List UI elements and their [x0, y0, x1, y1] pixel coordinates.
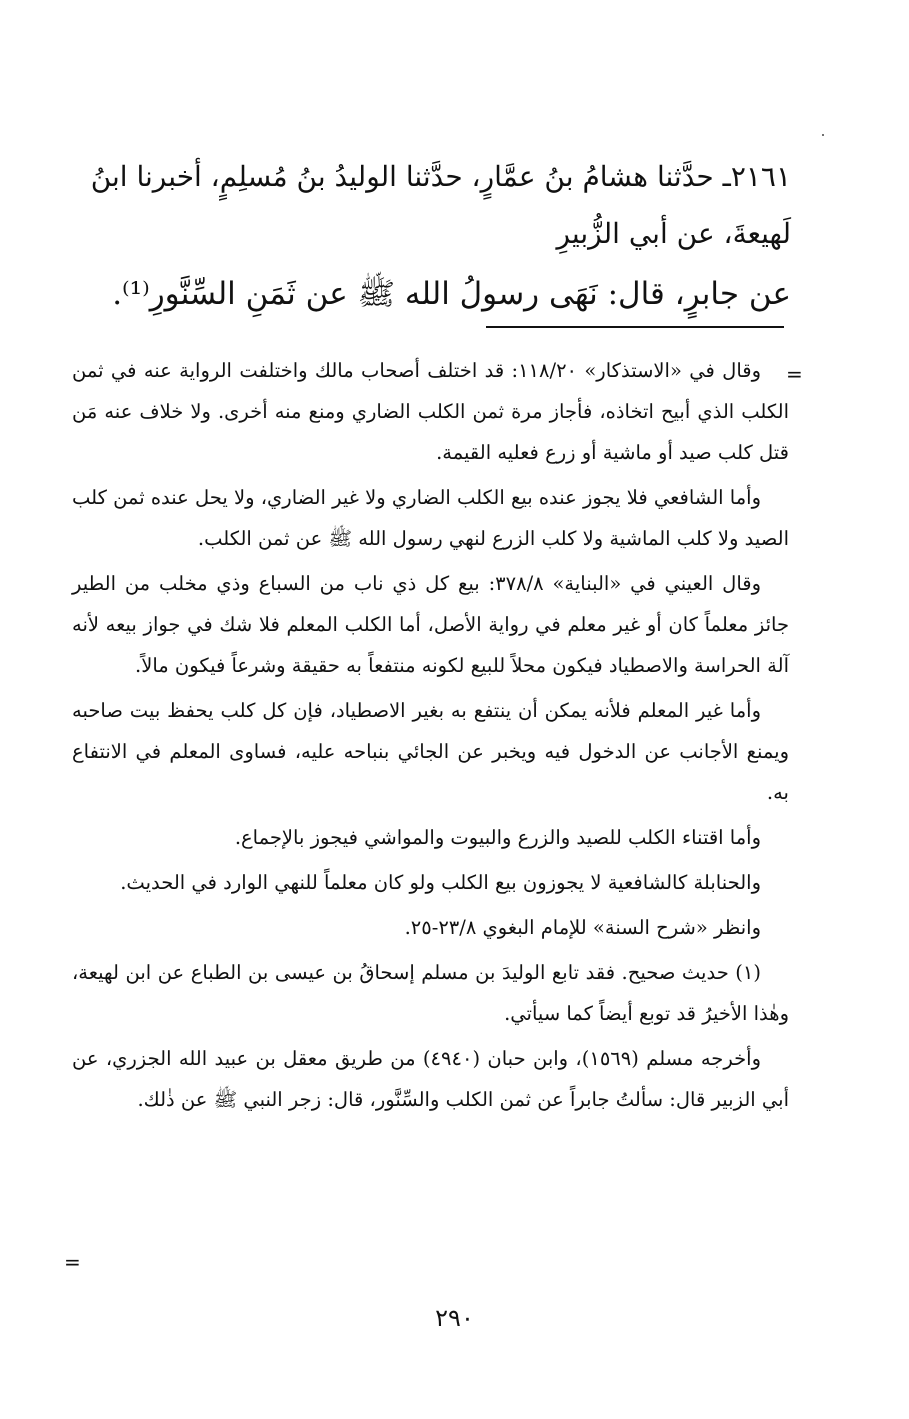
footnote-paragraph: وقال في «الاستذكار» ١١٨/٢٠: قد اختلف أصحاب مالك واختلفت الرواية عنه في ثمن الكلب الذي أبيح اتخاذه، فأجاز مرة ثمن الكلب الضاري ومنع منه أخرى. ولا خلاف عنه مَن قتل كلب صيد أو ماشية أو زرع فعليه القيمة. — [72, 359, 789, 464]
hadith-block — [70, 148, 791, 323]
footnote-paragraph: وأخرجه مسلم (١٥٦٩)، وابن حبان (٤٩٤٠) من طريق معقل بن عبيد الله الجزري، عن أبي الزبير قال: سألتُ جابراً عن ثمن الكلب والسِّنَّور، قال: زجر النبي ﷺ عن ذٰلك. — [72, 1047, 789, 1111]
hadith-isnad-line-2: لَهيعةَ، عن أبي الزُّبيرِ — [556, 217, 791, 250]
footnote-paragraph: وانظر «شرح السنة» للإمام البغوي ٢٣/٨-٢٥. — [404, 916, 761, 939]
continuation-mark-top: = — [786, 362, 803, 386]
hadith-matn: عن جابرٍ، قال: نَهَى رسولُ الله ﷺ عن ثَمَنِ السِّنَّورِ⁽¹⁾. — [112, 276, 791, 312]
hadith-isnad-line-1: ٢١٦١ـ حدَّثنا هشامُ بنُ عمَّارٍ، حدَّثنا الوليدُ بنُ مُسلِمٍ، أخبرنا ابنُ — [90, 160, 791, 193]
footnote-paragraph: وأما اقتناء الكلب للصيد والزرع والبيوت والمواشي فيجوز بالإجماع. — [234, 826, 761, 849]
footnote-1: (١) حديث صحيح. فقد تابع الوليدَ بن مسلم إسحاقُ بن عيسى بن الطباع عن ابن لهيعة، وهٰذا الأخيرُ قد توبع أيضاً كما سيأتي. — [72, 961, 789, 1025]
continuation-mark-bottom: = — [64, 1250, 81, 1274]
speck — [822, 134, 824, 136]
page-number: ٢٩٠ — [435, 1304, 474, 1332]
footnote-paragraph: وأما الشافعي فلا يجوز عنده بيع الكلب الضاري ولا غير الضاري، ولا يحل عنده ثمن كلب الصيد ولا كلب الماشية ولا كلب الزرع لنهي رسول الله ﷺ عن ثمن الكلب. — [72, 486, 789, 550]
footnote-paragraph: وقال العيني في «البناية» ٣٧٨/٨: بيع كل ذي ناب من السباع وذي مخلب من الطير جائز معلماً كان أو غير معلم في رواية الأصل، أما الكلب المعلم فلا شك في جواز بيعه لأنه آلة الحراسة والاصطياد فيكون محلاً للبيع لكونه منتفعاً به حقيقة وشرعاً فيكون مالاً. — [72, 572, 789, 677]
footnote-paragraph: والحنابلة كالشافعية لا يجوزون بيع الكلب ولو كان معلماً للنهي الوارد في الحديث. — [120, 871, 761, 894]
footnote-separator — [486, 326, 784, 328]
footnotes — [72, 350, 789, 1124]
footnote-paragraph: وأما غير المعلم فلأنه يمكن أن ينتفع به بغير الاصطياد، فإن كل كلب يحفظ بيت صاحبه ويمنع الأجانب عن الدخول فيه ويخبر عن الجائي بنباحه عليه، فساوى المعلم في الانتفاع به. — [72, 699, 789, 804]
